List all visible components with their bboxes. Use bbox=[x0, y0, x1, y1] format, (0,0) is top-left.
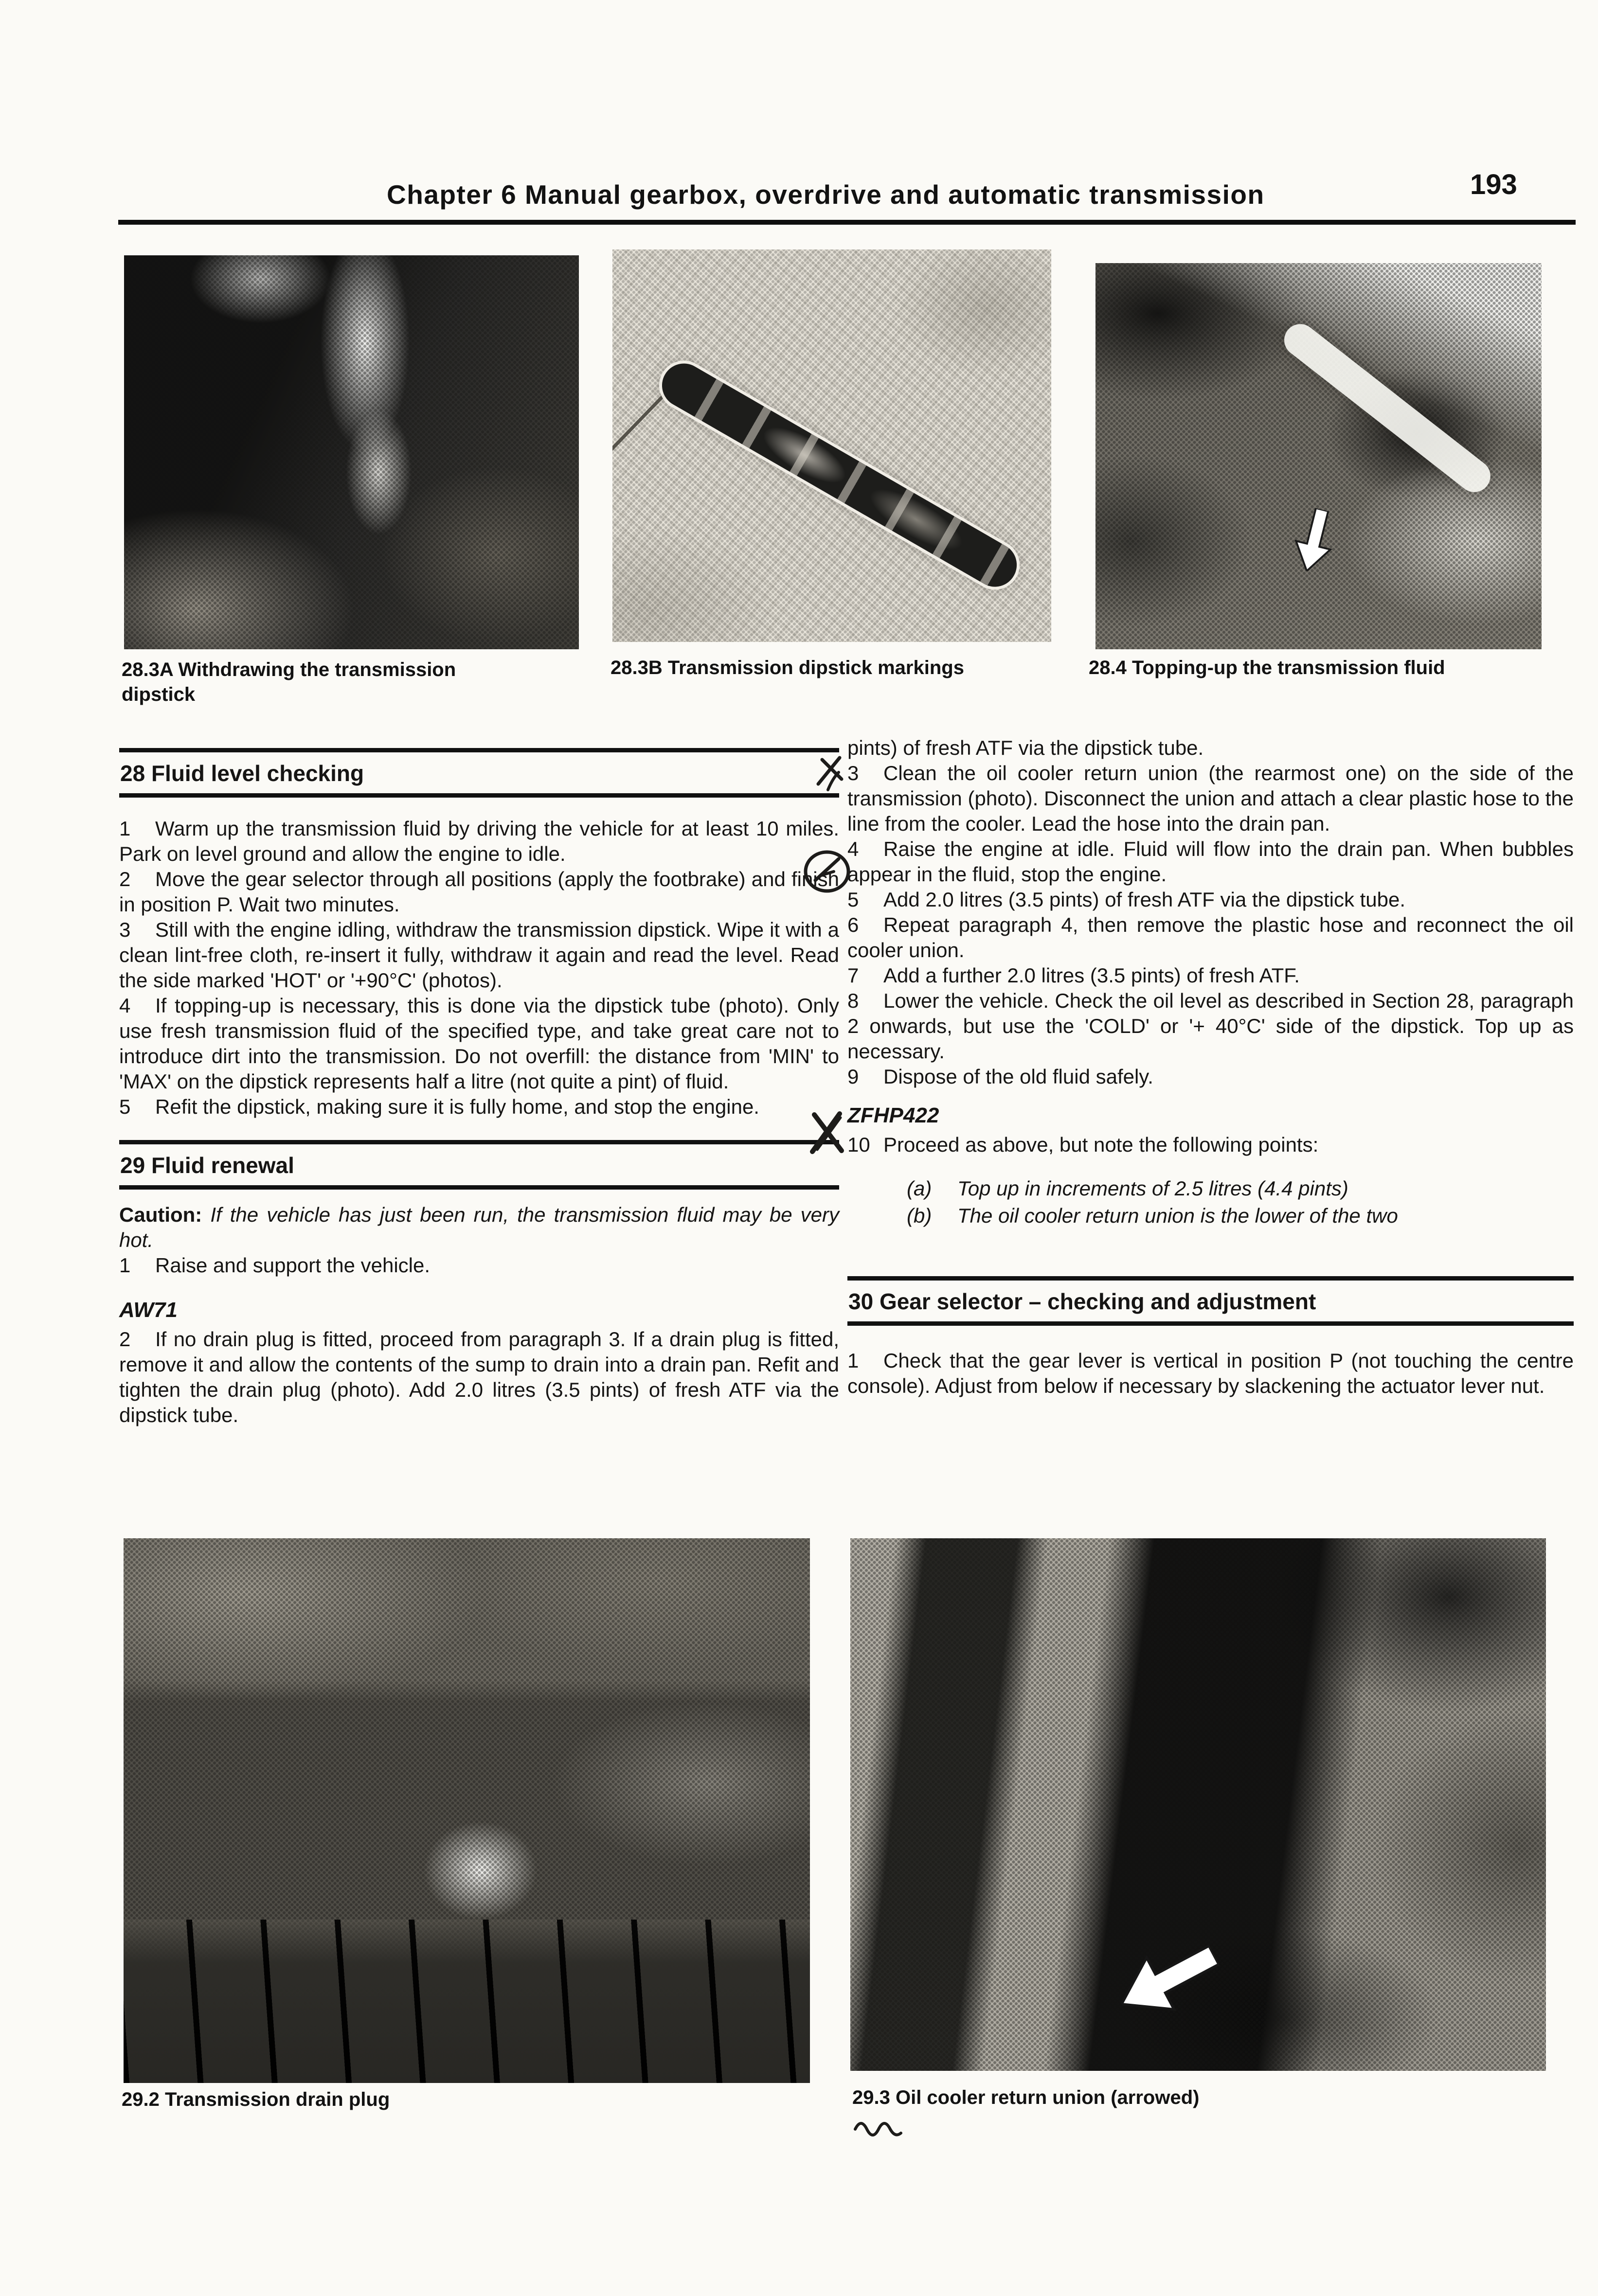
paragraph-text: Warm up the transmission fluid by driving the vehicle for at least 10 miles. Park on level ground and allow the engine to idle. bbox=[119, 817, 839, 865]
section-heading: 29 Fluid renewal bbox=[120, 1153, 294, 1178]
paragraph-number: 8 bbox=[847, 989, 859, 1012]
paragraph-text: Move the gear selector through all positions (apply the footbrake) and finish in position P. Wait two minutes. bbox=[119, 868, 839, 916]
paragraph-text: Still with the engine idling, withdraw the transmission dipstick. Wipe it with a clean lint-free cloth, re-insert it fully, withdraw it again and read the level. Read the side marked 'HOT' or '+90°C' (photos). bbox=[119, 918, 839, 992]
paragraph-text: Add a further 2.0 litres (3.5 pints) of fresh ATF. bbox=[883, 964, 1300, 987]
photo-transmission-drain-plug bbox=[124, 1538, 810, 2083]
paragraph bbox=[119, 1094, 839, 1120]
paragraph bbox=[847, 837, 1574, 887]
page-number: 193 bbox=[1470, 169, 1517, 200]
pen-squiggle-icon bbox=[852, 2117, 911, 2140]
pen-scribble-icon bbox=[811, 749, 853, 795]
section-30-heading-box bbox=[847, 1276, 1574, 1326]
paragraph bbox=[847, 887, 1574, 912]
paragraph bbox=[119, 917, 839, 993]
paragraph-number: 3 bbox=[119, 918, 131, 941]
paragraph-number: 6 bbox=[847, 913, 859, 936]
paragraph bbox=[119, 993, 839, 1094]
paragraph-text: If no drain plug is fitted, proceed from paragraph 3. If a drain plug is fitted, remove it and allow the contents of the sump to drain into a drain pan. Refit and tighten the drain plug (photo). Add 2.0 litres (3.5 pints) of fresh ATF via the dipstick tube. bbox=[119, 1328, 839, 1426]
left-column bbox=[119, 748, 839, 1428]
paragraph-text: Refit the dipstick, making sure it is fully home, and stop the engine. bbox=[155, 1095, 759, 1118]
photo-topping-up-fluid bbox=[1095, 263, 1542, 649]
paragraph-number: 9 bbox=[847, 1065, 859, 1088]
paragraph-number: 1 bbox=[119, 817, 131, 840]
paragraph-text: Clean the oil cooler return union (the rearmost one) on the side of the transmission (photo). Disconnect the union and attach a clear plastic hose to the line from the cooler. Lead the hose into the drain pan. bbox=[847, 762, 1574, 835]
paragraph-number: 2 bbox=[119, 868, 131, 890]
paragraph bbox=[847, 1064, 1574, 1089]
sump-ribs bbox=[124, 1920, 810, 2083]
paragraph-number: 1 bbox=[119, 1254, 131, 1277]
pen-circled-mark-icon bbox=[802, 846, 852, 897]
halftone-texture bbox=[124, 255, 579, 649]
photo-caption: 29.2 Transmission drain plug bbox=[122, 2089, 390, 2110]
photo-caption: 28.3B Transmission dipstick markings bbox=[610, 657, 964, 678]
photo-caption: 29.3 Oil cooler return union (arrowed) bbox=[852, 2087, 1200, 2108]
photo-caption: 28.4 Topping-up the transmission fluid bbox=[1089, 657, 1445, 678]
paragraph-number: 2 bbox=[119, 1328, 131, 1351]
paragraph bbox=[847, 963, 1574, 988]
sub-items bbox=[847, 1175, 1574, 1229]
photo-withdrawing-dipstick bbox=[124, 255, 579, 649]
photo-dipstick-markings bbox=[612, 249, 1051, 642]
section-28-heading-box bbox=[119, 748, 839, 798]
header-rule bbox=[118, 220, 1576, 225]
caution-text: If the vehicle has just been run, the transmission fluid may be very hot. bbox=[119, 1203, 839, 1251]
paragraph-number: 10 bbox=[847, 1133, 870, 1156]
section-heading: 30 Gear selector – checking and adjustment bbox=[848, 1289, 1316, 1314]
paragraph bbox=[119, 1327, 839, 1428]
paragraph bbox=[119, 816, 839, 867]
caution-label: Caution: bbox=[119, 1203, 202, 1226]
paragraph bbox=[847, 761, 1574, 837]
item-label: (b) bbox=[907, 1204, 932, 1227]
paragraph bbox=[847, 988, 1574, 1064]
paragraph-number: 5 bbox=[847, 888, 859, 911]
item-label: (a) bbox=[907, 1177, 932, 1200]
paragraph-text: Add 2.0 litres (3.5 pints) of fresh ATF via the dipstick tube. bbox=[883, 888, 1406, 911]
paragraph-number: 7 bbox=[847, 964, 859, 987]
paragraph-text: Repeat paragraph 4, then remove the plastic hose and reconnect the oil cooler union. bbox=[847, 913, 1574, 961]
section-heading: 28 Fluid level checking bbox=[120, 761, 364, 786]
paragraph-number: 4 bbox=[847, 837, 859, 860]
section-29-heading-box bbox=[119, 1140, 839, 1190]
paragraph-text: If topping-up is necessary, this is done via the dipstick tube (photo). Only use fresh transmission fluid of the specified type, and take great care not to introduce dirt into the transmission. Do not overfill: the distance from 'MIN' to 'MAX' on the dipstick represents half a litre (not quite a pint) of fluid. bbox=[119, 994, 839, 1093]
continuation-line: pints) of fresh ATF via the dipstick tube. bbox=[847, 736, 1204, 759]
list-item bbox=[847, 1202, 1574, 1229]
paragraph bbox=[847, 1132, 1574, 1157]
right-column bbox=[847, 735, 1574, 1399]
photo-oil-cooler-return-union bbox=[850, 1538, 1546, 2071]
item-text: The oil cooler return union is the lower of the two bbox=[957, 1204, 1398, 1227]
paragraph bbox=[119, 1253, 839, 1278]
paragraph-number: 5 bbox=[119, 1095, 131, 1118]
paragraph bbox=[119, 867, 839, 917]
paragraph-number: 4 bbox=[119, 994, 131, 1017]
item-text: Top up in increments of 2.5 litres (4.4 pints) bbox=[957, 1177, 1348, 1200]
list-item bbox=[847, 1175, 1574, 1202]
chapter-header: Chapter 6 Manual gearbox, overdrive and automatic transmission bbox=[387, 179, 1265, 210]
paragraph-number: 3 bbox=[847, 762, 859, 784]
caution-note bbox=[119, 1202, 839, 1253]
paragraph-number: 1 bbox=[847, 1349, 859, 1372]
photo-caption: 28.3A Withdrawing the transmission dipstick bbox=[122, 659, 456, 705]
pen-x-mark-icon bbox=[808, 1109, 847, 1155]
paragraph-text: Proceed as above, but note the following points: bbox=[883, 1133, 1319, 1156]
paragraph bbox=[847, 912, 1574, 963]
paragraph-text: Lower the vehicle. Check the oil level as described in Section 28, paragraph 2 onwards, but use the 'COLD' or '+ 40°C' side of the dipstick. Top up as necessary. bbox=[847, 989, 1574, 1063]
paragraph-text: Dispose of the old fluid safely. bbox=[883, 1065, 1153, 1088]
paragraph-text: Raise the engine at idle. Fluid will flow into the drain pan. When bubbles appear in the fluid, stop the engine. bbox=[847, 837, 1574, 886]
subheading-aw71: AW71 bbox=[119, 1298, 178, 1322]
paragraph bbox=[847, 1348, 1574, 1399]
paragraph-text: Raise and support the vehicle. bbox=[155, 1254, 431, 1277]
paragraph-text: Check that the gear lever is vertical in position P (not touching the centre console). Adjust from below if necessary by slackening the actuator lever nut. bbox=[847, 1349, 1574, 1397]
subheading-zfhp422: ZFHP422 bbox=[847, 1104, 939, 1127]
